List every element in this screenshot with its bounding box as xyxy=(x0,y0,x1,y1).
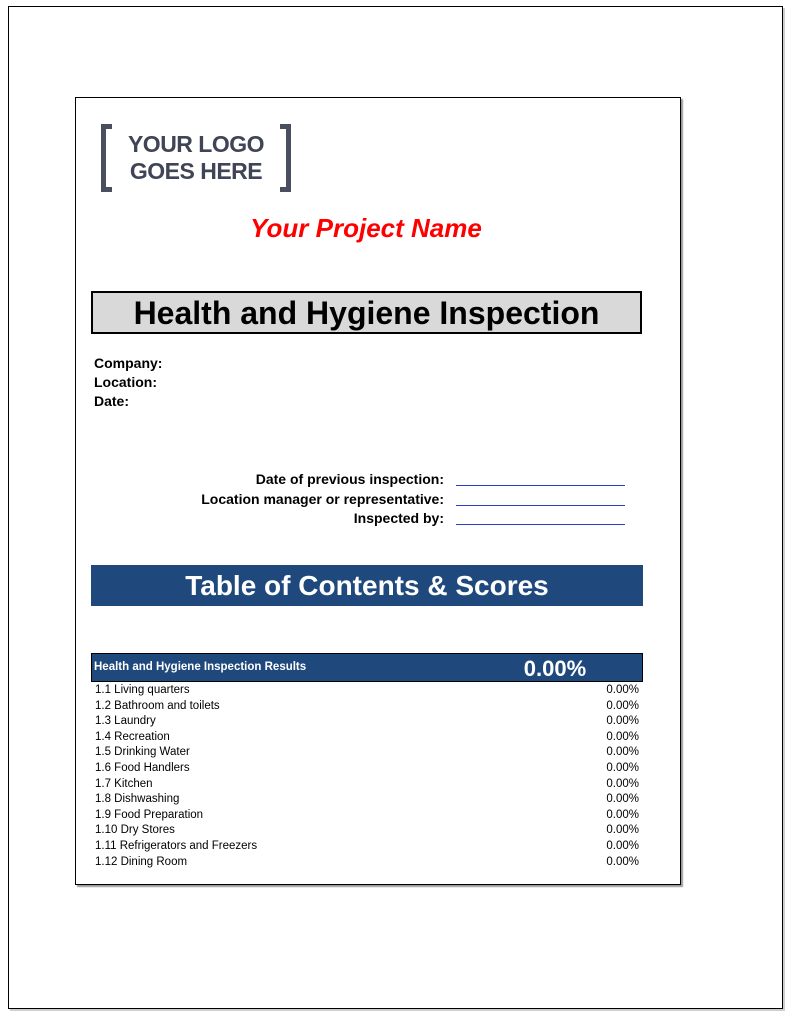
toc-row-label: 1.7 Kitchen xyxy=(95,777,153,790)
toc-row-score: 0.00% xyxy=(606,793,639,806)
toc-row-label: 1.3 Laundry xyxy=(95,715,156,728)
toc-row-label: 1.4 Recreation xyxy=(95,730,170,743)
toc-row-score: 0.00% xyxy=(606,777,639,790)
toc-row[interactable] xyxy=(94,683,640,699)
toc-row-score: 0.00% xyxy=(606,855,639,868)
toc-row-score: 0.00% xyxy=(606,715,639,728)
results-header xyxy=(91,653,643,682)
project-name[interactable]: Your Project Name xyxy=(250,213,482,243)
toc-title: Table of Contents & Scores xyxy=(91,565,643,606)
toc-row-label: 1.11 Refrigerators and Freezers xyxy=(95,839,258,852)
manager-label: Location manager or representative: xyxy=(201,491,444,507)
previous-inspection-field[interactable] xyxy=(456,485,625,486)
toc-row-score: 0.00% xyxy=(606,730,639,743)
toc-row-score: 0.00% xyxy=(606,824,639,837)
toc-row[interactable] xyxy=(94,714,640,730)
toc-row[interactable] xyxy=(94,699,640,715)
logo-line-2: GOES HERE xyxy=(129,158,263,184)
toc-row[interactable] xyxy=(94,777,640,793)
toc-row-score: 0.00% xyxy=(606,839,639,852)
toc-row[interactable] xyxy=(94,730,640,746)
company-label[interactable]: Company: xyxy=(94,355,163,371)
toc-row[interactable] xyxy=(94,761,640,777)
previous-inspection-label: Date of previous inspection: xyxy=(255,471,444,487)
toc-row-label: 1.2 Bathroom and toilets xyxy=(95,699,220,712)
toc-row-label: 1.6 Food Handlers xyxy=(95,761,190,774)
toc-list xyxy=(94,683,640,870)
manager-field[interactable] xyxy=(456,505,625,506)
location-label[interactable]: Location: xyxy=(94,374,157,390)
toc-row[interactable] xyxy=(94,808,640,824)
logo-bracket-right xyxy=(280,124,291,192)
toc-row-label: 1.12 Dining Room xyxy=(95,855,188,868)
toc-row[interactable] xyxy=(94,839,640,855)
date-label[interactable]: Date: xyxy=(94,393,130,409)
logo-line-1: YOUR LOGO xyxy=(127,131,265,157)
toc-row[interactable] xyxy=(94,745,640,761)
toc-row-label: 1.10 Dry Stores xyxy=(95,824,175,837)
results-header-label: Health and Hygiene Inspection Results xyxy=(94,661,307,673)
toc-row[interactable] xyxy=(94,855,640,871)
toc-row-score: 0.00% xyxy=(606,746,639,759)
toc-row-score: 0.00% xyxy=(606,684,639,696)
toc-row-label: 1.8 Dishwashing xyxy=(95,793,180,806)
toc-row-label: 1.9 Food Preparation xyxy=(95,808,204,821)
results-total-score: 0.00% xyxy=(523,656,587,681)
toc-row-score: 0.00% xyxy=(606,699,639,712)
toc-row[interactable] xyxy=(94,792,640,808)
logo-text xyxy=(121,131,271,185)
logo-placeholder xyxy=(101,124,291,194)
toc-row-label: 1.1 Living quarters xyxy=(95,684,190,696)
inspected-by-label: Inspected by: xyxy=(353,510,444,526)
toc-row-label: 1.5 Drinking Water xyxy=(95,746,190,759)
logo-bracket-left xyxy=(101,124,112,192)
toc-row-score: 0.00% xyxy=(606,808,639,821)
toc-row[interactable] xyxy=(94,823,640,839)
toc-row-score: 0.00% xyxy=(606,761,639,774)
page-title: Health and Hygiene Inspection xyxy=(91,291,642,334)
inspected-by-field[interactable] xyxy=(456,524,625,525)
